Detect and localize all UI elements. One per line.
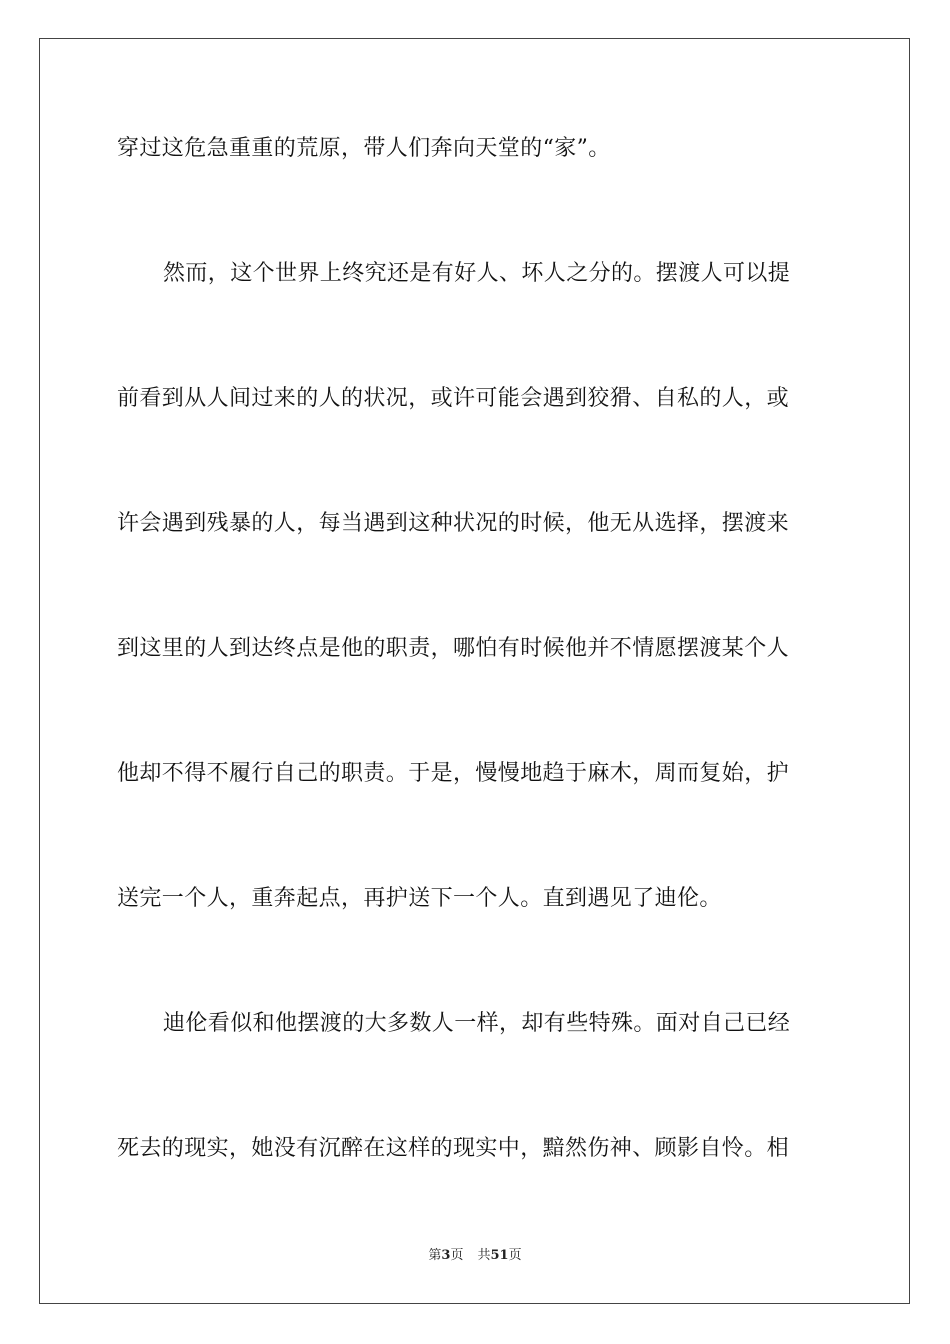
total-prefix: 共 xyxy=(477,1248,491,1263)
total-suffix: 页 xyxy=(508,1248,522,1263)
text-line: 迪伦看似和他摆渡的大多数人一样，却有些特殊。面对自己已经 xyxy=(163,1011,791,1036)
page-prefix: 第 xyxy=(428,1248,442,1263)
text-line: 前看到从人间过来的人的状况，或许可能会遇到狡猾、自私的人，或 xyxy=(117,386,790,411)
text-line: 送完一个人，重奔起点，再护送下一个人。直到遇见了迪伦。 xyxy=(117,886,722,911)
text-line: 他却不得不履行自己的职责。于是，慢慢地趋于麻木，周而复始，护 xyxy=(117,761,790,786)
page-border xyxy=(39,38,910,1304)
page-number: 3 xyxy=(441,1248,451,1263)
text-line: 死去的现实，她没有沉醉在这样的现实中，黯然伤神、顾影自怜。相 xyxy=(117,1136,790,1161)
page-footer xyxy=(0,1247,950,1265)
total-pages: 51 xyxy=(490,1248,509,1263)
text-line: 然而，这个世界上终究还是有好人、坏人之分的。摆渡人可以提 xyxy=(163,261,791,286)
page-suffix: 页 xyxy=(450,1248,464,1263)
text-line: 许会遇到残暴的人，每当遇到这种状况的时候，他无从选择，摆渡来 xyxy=(117,511,790,536)
text-line: 到这里的人到达终点是他的职责，哪怕有时候他并不情愿摆渡某个人 xyxy=(117,636,790,661)
text-line: 穿过这危急重重的荒原，带人们奔向天堂的“家”。 xyxy=(117,136,611,161)
